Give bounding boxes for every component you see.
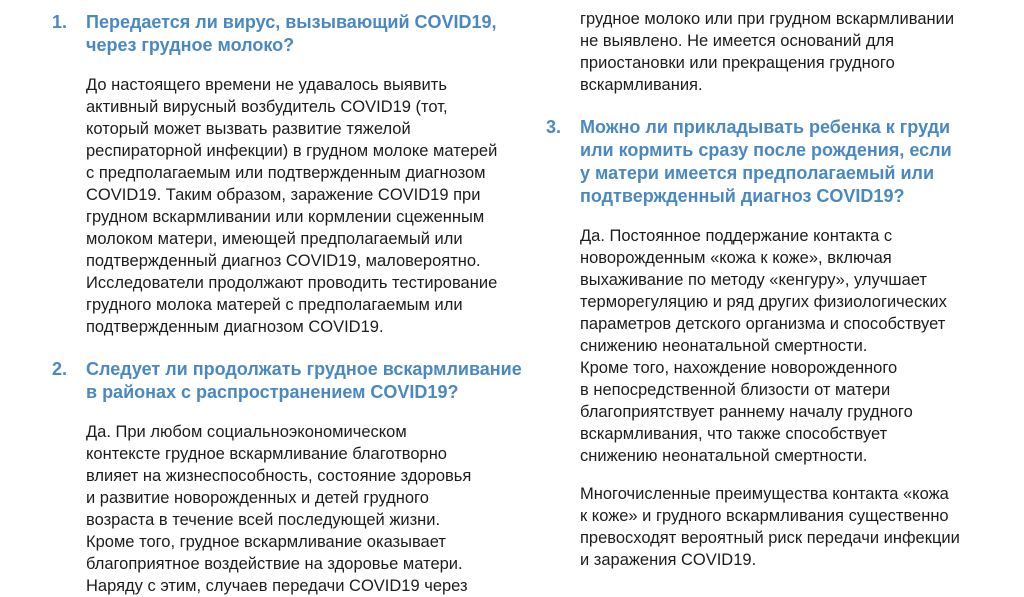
answer-line: с предполагаемым или подтвержденным диагнозом <box>86 164 486 182</box>
question-2 <box>52 358 522 597</box>
answer-line: благоприятствует раннему началу грудного <box>580 403 913 421</box>
answer-line: подтвержденным диагнозом COVID19. <box>86 318 384 336</box>
title-line: подтвержденный диагноз COVID19? <box>580 186 905 206</box>
answer-line: вскармливания. <box>580 76 703 94</box>
title-line: у матери имеется предполагаемый или <box>580 163 935 183</box>
answer-line: приостановки или прекращения грудного <box>580 54 895 72</box>
answer-line: параметров детского организма и способствует <box>580 315 946 333</box>
left-column <box>52 0 522 597</box>
answer-line: COVID19. Таким образом, заражение COVID19 при <box>86 186 481 204</box>
question-1-heading <box>52 11 522 57</box>
title-line: Можно ли прикладывать ребенка к груди <box>580 117 951 137</box>
answer-line: и развитие новорожденных и детей грудного <box>86 489 429 507</box>
question-2-heading <box>52 358 522 404</box>
answer-line: влияет на жизнеспособность, состояние здоровья <box>86 467 472 485</box>
title-line: в районах с распространением COVID19? <box>86 382 459 402</box>
answer-line: в непосредственной близости от матери <box>580 381 891 399</box>
question-3-title <box>580 116 986 208</box>
answer-line: Кроме того, нахождение новорожденного <box>580 359 898 377</box>
answer-line: активный вирусный возбудитель COVID19 (тот, <box>86 98 448 116</box>
answer-line: вскармливания, что также способствует <box>580 425 888 443</box>
answer-line: терморегуляцию и ряд других физиологических <box>580 293 947 311</box>
answer-line: Да. При любом социальноэкономическом <box>86 423 407 441</box>
answer-line: грудном вскармливании или кормлении сцеженным <box>86 208 485 226</box>
right-column <box>546 0 986 571</box>
answer-line: контексте грудное вскармливание благотворно <box>86 445 447 463</box>
answer-line: Многочисленные преимущества контакта «кожа <box>580 485 949 503</box>
answer-line: молоком матери, имеющей предполагаемый или <box>86 230 463 248</box>
answer-line: к коже» и грудного вскармливания существенно <box>580 507 949 525</box>
question-3-heading <box>546 116 986 208</box>
answer-line: который может вызвать развитие тяжелой <box>86 120 411 138</box>
title-line: или кормить сразу после рождения, если <box>580 140 952 160</box>
answer-line: Исследователи продолжают проводить тестирование <box>86 274 498 292</box>
answer-line: новорожденным «кожа к коже», включая <box>580 249 892 267</box>
question-2-answer <box>52 421 522 597</box>
answer-line: снижению неонатальной смертности. <box>580 337 868 355</box>
answer-line: не выявлено. Не имеется оснований для <box>580 32 895 50</box>
answer-line: возраста в течение всей последующей жизни. <box>86 511 441 529</box>
answer-line: грудное молоко или при грудном вскармливании <box>580 10 955 28</box>
answer-line: и заражения COVID19. <box>580 551 757 569</box>
answer-line: превосходят вероятный риск передачи инфекции <box>580 529 960 547</box>
question-3-number: 3. <box>546 117 562 137</box>
question-3 <box>546 116 986 571</box>
title-line: Следует ли продолжать грудное вскармливание <box>86 359 522 379</box>
answer-line: выхаживание по методу «кенгуру», улучшает <box>580 271 927 289</box>
answer-line: Да. Постоянное поддержание контакта с <box>580 227 893 245</box>
question-1-number: 1. <box>52 12 68 32</box>
title-line: через грудное молоко? <box>86 35 295 55</box>
answer-line: благоприятное воздействие на здоровье матери. <box>86 555 463 573</box>
question-3-answer <box>546 225 986 571</box>
answer-line: респираторной инфекции) в грудном молоке матерей <box>86 142 498 160</box>
question-2-answer-continuation <box>546 0 986 96</box>
answer-line: подтвержденный диагноз COVID19, маловероятно. <box>86 252 481 270</box>
question-2-number: 2. <box>52 359 68 379</box>
question-1 <box>52 0 522 338</box>
answer-line: грудного молока матерей с предполагаемым или <box>86 296 463 314</box>
answer-line: Кроме того, грудное вскармливание оказывает <box>86 533 446 551</box>
answer-line: До настоящего времени не удавалось выявить <box>86 76 447 94</box>
question-2-title <box>86 358 522 404</box>
answer-line: снижению неонатальной смертности. <box>580 447 868 465</box>
paragraph-gap <box>580 467 986 483</box>
question-1-answer <box>52 74 522 338</box>
answer-line: Наряду с этим, случаев передачи COVID19 через <box>86 577 468 595</box>
title-line: Передается ли вирус, вызывающий COVID19, <box>86 12 497 32</box>
question-1-title <box>86 11 522 57</box>
